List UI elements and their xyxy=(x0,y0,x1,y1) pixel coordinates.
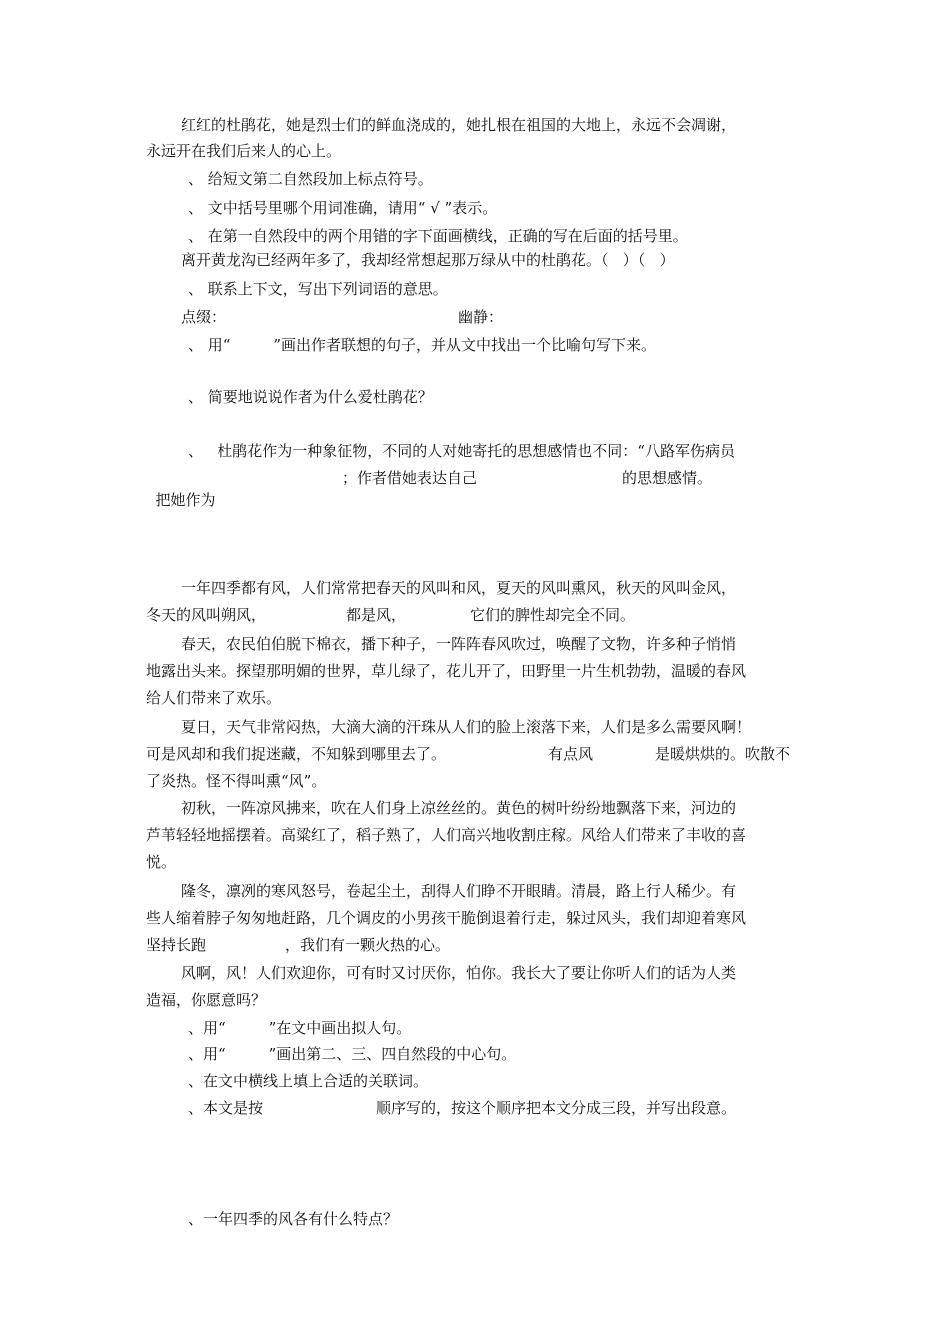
question-4-word-1: 点缀： xyxy=(181,308,227,326)
para-line: 春天，农民伯伯脱下棉衣，播下种子，一阵阵春风吹过，唤醒了文物，许多种子悄悄 xyxy=(181,635,737,653)
para-line: 给人们带来了欢乐。 xyxy=(146,689,282,707)
para-line: 永远开在我们后来人的心上。 xyxy=(146,142,342,160)
text-segment: 的思想感情。 xyxy=(622,469,713,487)
text-segment: ；作者借她表达自己 xyxy=(342,469,478,487)
question-1: 、用“ ”在文中画出拟人句。 xyxy=(188,1019,412,1037)
question-4-cont: 顺序写的，按这个顺序把本文分成三段，并写出段意。 xyxy=(376,1099,737,1117)
para-line: 芦苇轻轻地摇摆着。高粱红了，稻子熟了，人们高兴地收割庄稼。风给人们带来了丰收的喜 xyxy=(146,826,747,844)
text-segment: 有点风 xyxy=(548,745,594,763)
text-segment: 都是风， xyxy=(346,606,407,624)
question-3: 、 在第一自然段中的两个用错的字下面画横线，正确的写在后面的括号里。 xyxy=(188,227,688,245)
text-segment: 是暖烘烘的。吹散不 xyxy=(655,745,791,763)
para-line: 造福，你愿意吗？ xyxy=(146,991,267,1009)
text-segment: 把她作为 xyxy=(155,491,216,509)
para-line: 悦。 xyxy=(146,853,177,871)
question-4: 、 联系上下文，写出下列词语的意思。 xyxy=(188,280,448,298)
text-segment: ，我们有一颗火热的心。 xyxy=(285,936,451,954)
question-6: 、 简要地说说作者为什么爱杜鹃花？ xyxy=(188,388,433,406)
para-line: 夏日，天气非常闷热，大滴大滴的汗珠从人们的脸上滚落下来，人们是多么需要风啊！ xyxy=(181,718,752,736)
para-line: 一年四季都有风，人们常常把春天的风叫和风，夏天的风叫熏风，秋天的风叫金风， xyxy=(181,579,737,597)
para-line: 隆冬，凛冽的寒风怒号，卷起尘土，刮得人们睁不开眼睛。清晨，路上行人稀少。有 xyxy=(181,882,737,900)
text-segment: 它们的脾性却完全不同。 xyxy=(470,606,636,624)
question-7: 、 杜鹃花作为一种象征物，不同的人对她寄托的思想感情也不同：“八路军伤病员 xyxy=(188,442,735,460)
text-segment: 可是风却和我们捉迷藏，不知躲到哪里去了。 xyxy=(146,745,447,763)
question-2: 、用“ ”画出第二、三、四自然段的中心句。 xyxy=(188,1045,517,1063)
para-line: 风啊，风！人们欢迎你，可有时又讨厌你，怕你。我长大了要让你听人们的话为人类 xyxy=(181,964,737,982)
question-5: 、一年四季的风各有什么特点？ xyxy=(188,1210,399,1228)
question-3: 、在文中横线上填上合适的关联词。 xyxy=(188,1072,429,1090)
para-line: 了炎热。怪不得叫熏“风”。 xyxy=(146,772,327,790)
para-line: 些人缩着脖子匆匆地赶路，几个调皮的小男孩干脆倒退着行走，躲过风头，我们却迎着寒风 xyxy=(146,909,747,927)
para-line: 地露出头来。探望那明媚的世界，草儿绿了，花儿开了，田野里一片生机勃勃，温暖的春风 xyxy=(146,662,747,680)
question-4: 、本文是按 xyxy=(188,1099,264,1117)
question-3-sentence: 离开黄龙沟已经两年多了，我却经常想起那万绿从中的杜鹃花。（ ）（ ） xyxy=(181,251,675,269)
para-line: 初秋，一阵凉风拂来，吹在人们身上凉丝丝的。黄色的树叶纷纷地飘落下来，河边的 xyxy=(181,799,737,817)
question-4-word-2: 幽静： xyxy=(458,308,504,326)
question-1: 、 给短文第二自然段加上标点符号。 xyxy=(188,170,433,188)
question-5: 、 用“ ”画出作者联想的句子，并从文中找出一个比喻句写下来。 xyxy=(188,336,657,354)
question-7-cont xyxy=(146,467,216,511)
text-segment: 坚持长跑 xyxy=(146,936,207,954)
question-2: 、 文中括号里哪个用词准确，请用“ √ ”表示。 xyxy=(188,199,498,217)
para-line: 红红的杜鹃花，她是烈士们的鲜血浇成的，她扎根在祖国的大地上，永远不会凋谢， xyxy=(181,116,737,134)
text-segment: 冬天的风叫朔风， xyxy=(146,606,267,624)
